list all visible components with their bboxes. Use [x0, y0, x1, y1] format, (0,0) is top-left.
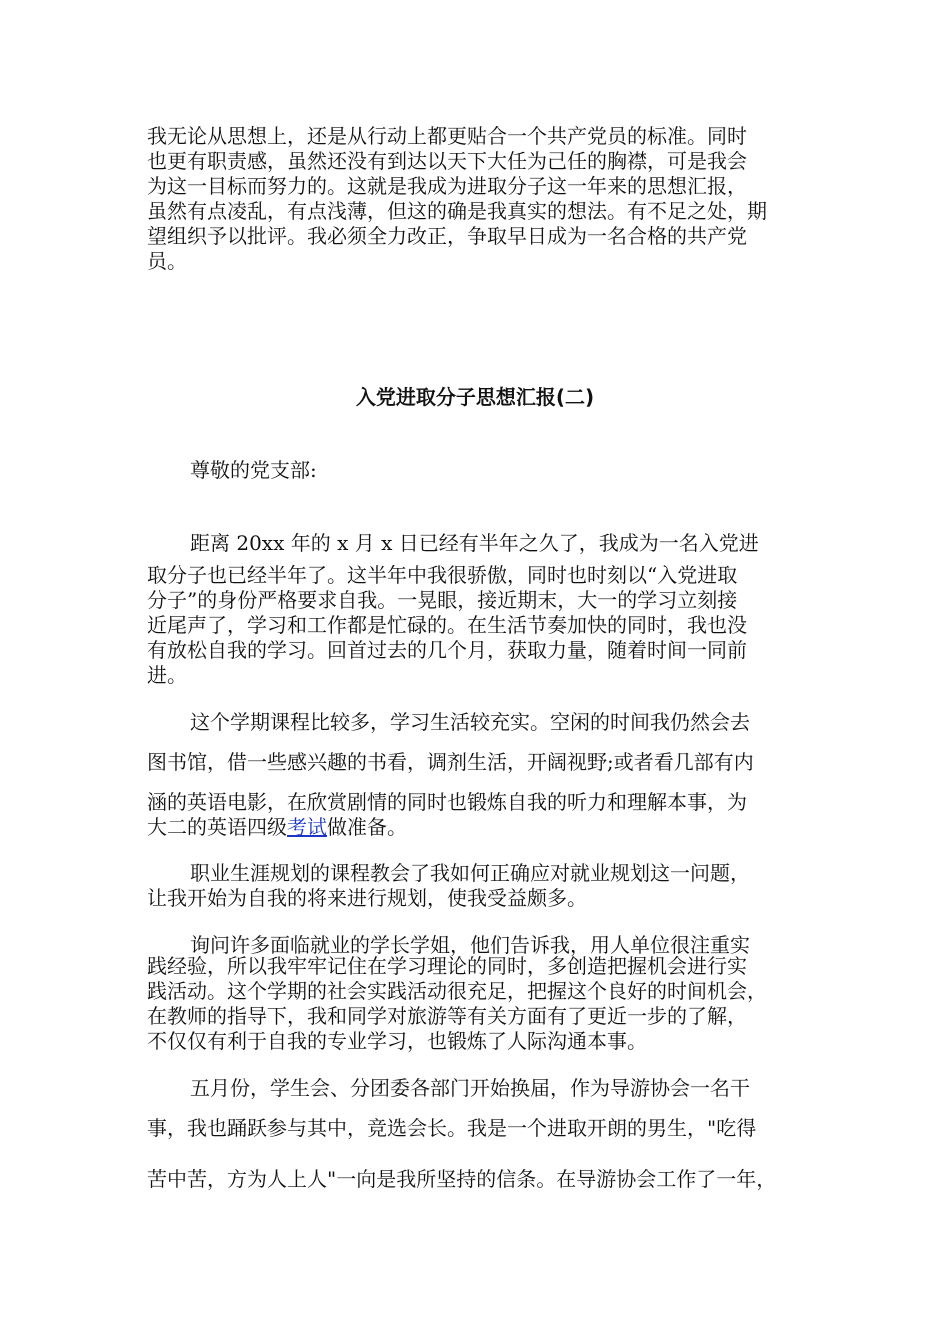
intro-paragraph	[147, 124, 807, 274]
text-line: 也更有职责感，虽然还没有到达以天下大任为己任的胸襟，可是我会	[147, 149, 747, 173]
paragraph-3-line: 职业生涯规划的课程教会了我如何正确应对就业规划这一问题，	[190, 861, 750, 885]
text-line: 分子”的身份严格要求自我。一晃眼，接近期末，大一的学习立刻接	[147, 588, 738, 612]
text-line: 员。	[147, 249, 187, 273]
paragraph-4	[147, 954, 807, 1054]
section-title: 入党进取分子思想汇报(二)	[355, 385, 595, 409]
text-line: 望组织予以批评。我必须全力改正，争取早日成为一名合格的共产党	[147, 224, 747, 248]
text-line: 近尾声了，学习和工作都是忙碌的。在生活节奏加快的同时，我也没	[147, 613, 747, 637]
text-line: 虽然有点凌乱，有点浅薄，但这的确是我真实的想法。有不足之处，期	[147, 199, 767, 223]
exam-link[interactable]: 考试	[287, 815, 327, 839]
paragraph-2-line: 这个学期课程比较多，学习生活较充实。空闲的时间我仍然会去	[190, 710, 750, 734]
paragraph-5-line: 五月份，学生会、分团委各部门开始换届，作为导游协会一名干	[190, 1076, 750, 1100]
text-line: 有放松自我的学习。回首过去的几个月，获取力量，随着时间一同前	[147, 638, 747, 662]
paragraph-3-line: 让我开始为自我的将来进行规划，使我受益颇多。	[147, 886, 587, 910]
text-segment: 大二的英语四级	[147, 815, 287, 839]
paragraph-2-line: 图书馆，借一些感兴趣的书看，调剂生活，开阔视野;或者看几部有内	[147, 750, 754, 774]
salutation: 尊敬的党支部:	[190, 458, 317, 482]
paragraph-4-line: 询问许多面临就业的学长学姐，他们告诉我，用人单位很注重实	[190, 933, 750, 957]
text-line: 我无论从思想上，还是从行动上都更贴合一个共产党员的标准。同时	[147, 124, 747, 148]
paragraph-1	[147, 563, 807, 688]
text-line: 为这一目标而努力的。这就是我成为进取分子这一年来的思想汇报，	[147, 174, 747, 198]
text-line: 践活动。这个学期的社会实践活动很充足，把握这个良好的时间机会，	[147, 979, 767, 1003]
paragraph-1-first-line: 距离 20xx 年的 x 月 x 日已经有半年之久了，我成为一名入党进	[190, 531, 759, 555]
paragraph-5-line: 苦中苦，方为人上人"一向是我所坚持的信条。在导游协会工作了一年，	[147, 1167, 777, 1191]
paragraph-2-last-line	[147, 811, 407, 840]
text-line: 不仅仅有利于自我的专业学习，也锻炼了人际沟通本事。	[147, 1029, 647, 1053]
text-segment: 做准备。	[327, 815, 407, 839]
paragraph-2-line: 涵的英语电影，在欣赏剧情的同时也锻炼自我的听力和理解本事，为	[147, 790, 747, 814]
text-line: 在教师的指导下，我和同学对旅游等有关方面有了更近一步的了解，	[147, 1004, 747, 1028]
text-line: 进。	[147, 663, 187, 687]
text-line: 取分子也已经半年了。这半年中我很骄傲，同时也时刻以“入党进取	[147, 563, 738, 587]
text-line: 践经验，所以我牢牢记住在学习理论的同时，多创造把握机会进行实	[147, 954, 747, 978]
paragraph-5-line: 事，我也踊跃参与其中，竞选会长。我是一个进取开朗的男生，"吃得	[147, 1116, 757, 1140]
